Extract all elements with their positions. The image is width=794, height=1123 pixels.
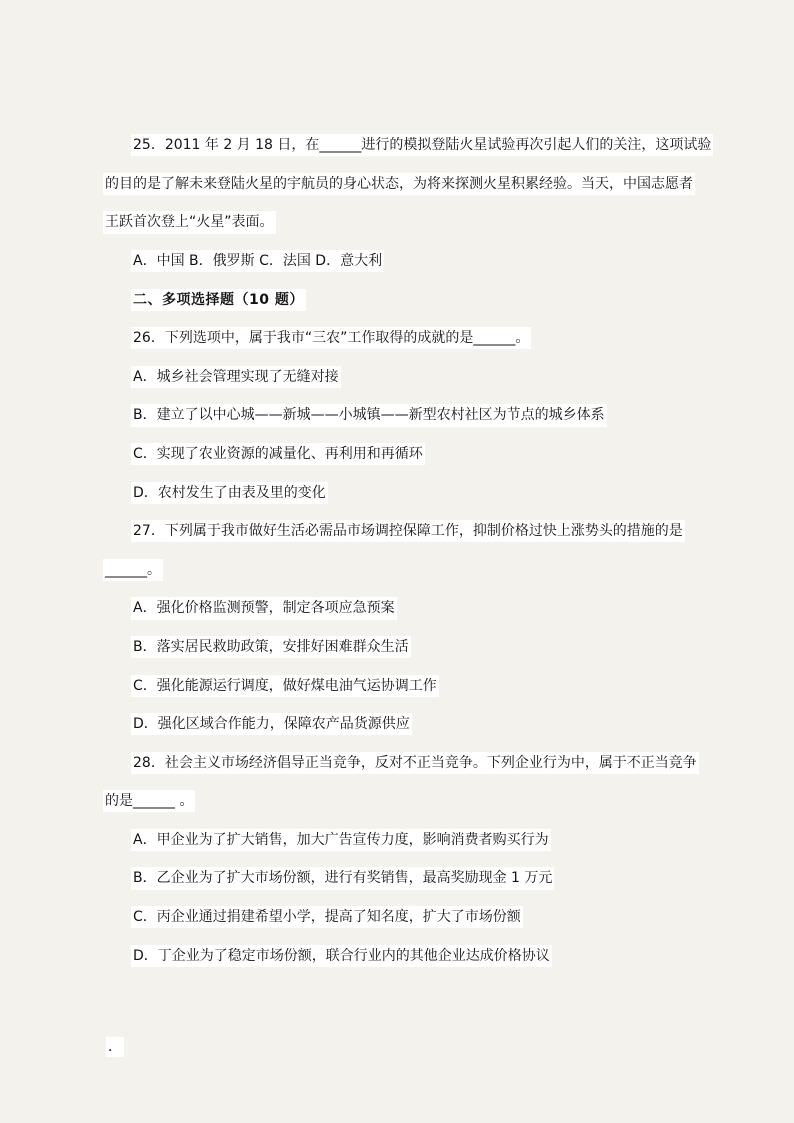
q27-option-a-text: A．强化价格监测预警，制定各项应急预案	[131, 597, 397, 619]
q28-option-a-text: A．甲企业为了扩大销售，加大广告宣传力度，影响消费者购买行为	[131, 829, 551, 851]
q28-option-a	[103, 821, 709, 860]
q27-stem-text-2: ______。	[103, 559, 163, 581]
exam-content	[103, 126, 712, 975]
q28-option-b-text: B．乙企业为了扩大市场份额，进行有奖销售，最高奖励现金 1 万元	[131, 867, 554, 889]
q28-stem-line-1	[103, 744, 709, 783]
section-2-header-text: 二、多项选择题（10 题）	[131, 289, 306, 311]
q27-option-d-text: D．强化区域合作能力，保障农产品货源供应	[131, 713, 412, 735]
q25-stem-line-1	[103, 126, 712, 165]
q28-stem-line-2	[103, 782, 709, 821]
q28-stem-text-1: 28．社会主义市场经济倡导正当竞争，反对不正当竞争。下列企业行为中，属于不正当竞争	[131, 752, 699, 774]
q28-option-c-text: C．丙企业通过捐建希望小学，提高了知名度，扩大了市场份额	[131, 906, 523, 928]
q27-option-d	[103, 705, 709, 744]
q27-stem-line-2	[103, 551, 709, 590]
q26-option-a-text: A．城乡社会管理实现了无缝对接	[131, 366, 341, 388]
q25-stem-text-1: 25．2011 年 2 月 18 日，在______进行的模拟登陆火星试验再次引起人们的关注，这项试验	[131, 134, 713, 156]
trailing-period-text: ．	[108, 1039, 122, 1055]
q25-options-text: A．中国 B．俄罗斯 C．法国 D．意大利	[131, 250, 384, 272]
q26-stem-text: 26．下列选项中，属于我市“三农”工作取得的成就的是______。	[131, 327, 531, 349]
q25-stem-line-3	[103, 203, 709, 242]
q25-stem-text-3: 王跃首次登上“火星”表面。	[103, 211, 276, 233]
q26-option-c	[103, 435, 709, 474]
q27-stem-line-1	[103, 512, 709, 551]
q27-option-c-text: C．强化能源运行调度，做好煤电油气运协调工作	[131, 675, 439, 697]
section-2-header	[103, 280, 709, 319]
q26-option-d-text: D．农村发生了由表及里的变化	[131, 482, 328, 504]
q26-option-c-text: C．实现了农业资源的减量化、再利用和再循环	[131, 443, 425, 465]
q26-option-b	[103, 396, 709, 435]
q25-stem-line-2	[103, 165, 709, 204]
q26-option-a	[103, 358, 709, 397]
trailing-period-mark	[106, 1038, 124, 1056]
q28-option-c	[103, 898, 709, 937]
q27-option-c	[103, 666, 709, 705]
q27-stem-text-1: 27．下列属于我市做好生活必需品市场调控保障工作，抑制价格过快上涨势头的措施的是	[131, 520, 685, 542]
q27-option-b	[103, 628, 709, 667]
q25-stem-text-2: 的目的是了解未来登陆火星的宇航员的身心状态，为将来探测火星积累经验。当天，中国志愿者	[103, 173, 695, 195]
q25-options-line	[103, 242, 709, 281]
q28-option-b	[103, 859, 709, 898]
q27-option-b-text: B．落实居民救助政策，安排好困难群众生活	[131, 636, 411, 658]
q28-stem-text-2: 的是______ 。	[103, 790, 195, 812]
q28-option-d	[103, 936, 709, 975]
q26-option-b-text: B．建立了以中心城——新城——小城镇——新型农村社区为节点的城乡体系	[131, 404, 607, 426]
q28-option-d-text: D．丁企业为了稳定市场份额，联合行业内的其他企业达成价格协议	[131, 945, 552, 967]
q27-option-a	[103, 589, 709, 628]
q26-stem-line	[103, 319, 709, 358]
q26-option-d	[103, 473, 709, 512]
